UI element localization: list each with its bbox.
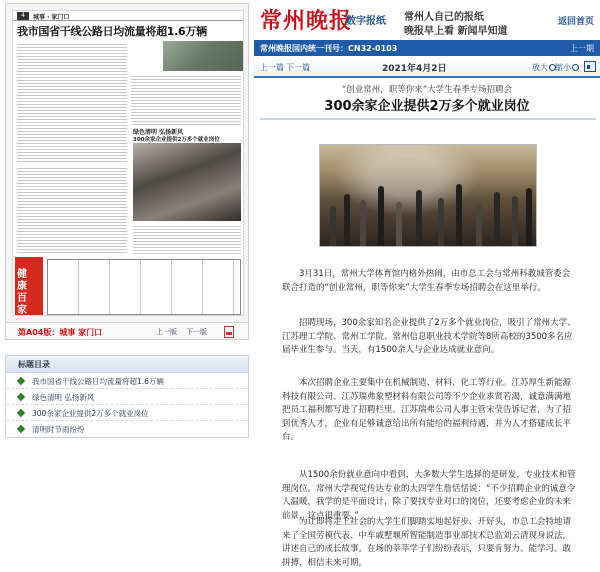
paper-subhead[interactable]: 绿色清明 弘扬新风 bbox=[133, 129, 184, 136]
bullet-icon bbox=[17, 409, 25, 417]
issue-bar bbox=[254, 40, 600, 56]
zoom-in-label[interactable]: 放大 bbox=[532, 63, 548, 72]
prev-article-link[interactable]: 上一篇 bbox=[260, 63, 284, 72]
paper-ad-text: 健康百家 bbox=[17, 269, 27, 316]
article-paragraph: 本次招聘企业主要集中在机械制造、材料、化工等行业。江苏厚生新能源科技有限公司、江苏瑞弗象塑材料有限公司等不少企业求贤若渴，诚意满满地把员工福利都写进了招聘栏里。江苏瑞弗公司人事主管宋莹告诉记者，为了招到优秀人才，企业有足够诚意给出所有能给的福利待遇，并为人才搭建成长平台。 bbox=[282, 378, 572, 442]
paper-text-block[interactable] bbox=[17, 167, 127, 253]
article-paragraph: 从1500余份就业意向中看到，大多数大学生选择的是研发、专业技术和管理岗位。常州大学视觉传达专业的大四学生詹恬恬说：“不少招聘企业的诚意令人温暖，我学的是平面设计，除了要找专业对口的岗位，还要考虑企业的未来前景，这点很重要。” bbox=[282, 470, 576, 521]
paper-lead-headline[interactable]: 我市国省干线公路日均流量将超1.6万辆 bbox=[17, 25, 207, 38]
article-headline: 300余家企业提供2万多个就业岗位 bbox=[324, 99, 530, 114]
directory-title: 标题目录 bbox=[6, 356, 248, 373]
article-nav-bar bbox=[254, 56, 600, 78]
toc-item-label[interactable]: 绿色清明 弘扬新风 bbox=[32, 393, 95, 402]
site-logo[interactable]: 常州晚报 bbox=[260, 8, 353, 34]
magnifier-minus-icon[interactable] bbox=[572, 64, 579, 71]
toc-item-label[interactable]: 300余家企业提供2万多个就业岗位 bbox=[32, 409, 149, 418]
issue-date: 2021年4月2日 bbox=[382, 64, 447, 74]
article-paragraph: 为让即将走上社会的大学生们脚踏实地起好步、开好头，市总工会特地请来了全国劳模代表、中车戚墅堰所智能制造事业部技术总监刘云清现身说法，讲述自己的成长故事。在场的莘莘学子们纷纷表示，只要肯努力、能学习、敢拼搏，相信未来可期。 bbox=[282, 517, 572, 568]
article-photo bbox=[319, 144, 537, 247]
paper-photo bbox=[133, 143, 241, 221]
toc-item-label[interactable]: 清明时节雨纷纷 bbox=[32, 425, 85, 434]
masthead bbox=[254, 0, 600, 40]
article-paragraph: 3月31日，常州大学体育馆内格外热闹，由市总工会与常州科教城管委会联合打造的“创业常州，职等你来”大学生春季专场招聘会在这里举行。 bbox=[282, 269, 571, 293]
slogan-line-1: 常州人自己的报纸 bbox=[404, 12, 484, 23]
article-paragraph: 招聘现场，300余家知名企业提供了2万多个就业岗位，吸引了常州大学、江苏理工学院、常州工学院、常州信息职业技术学院等8所高校的3500多名应届毕业生参与。当天，有1500余人与企业达成就业意向。 bbox=[282, 318, 576, 355]
toc-item[interactable] bbox=[6, 373, 248, 389]
page-label: 第A04版：城事 家门口 bbox=[18, 328, 103, 337]
digital-paper-label: 数字报纸 bbox=[346, 16, 386, 27]
newspaper-page-thumbnail[interactable] bbox=[5, 3, 249, 340]
pdf-icon[interactable] bbox=[224, 326, 234, 338]
article-body bbox=[260, 118, 596, 572]
paper-section-name: 城事 · 家门口 bbox=[33, 14, 70, 21]
paper-photo bbox=[163, 41, 243, 71]
bullet-icon bbox=[17, 393, 25, 401]
home-link[interactable]: 返回首页 bbox=[557, 17, 594, 27]
paper-top-bar bbox=[13, 11, 243, 21]
zoom-in-button[interactable] bbox=[532, 62, 556, 73]
next-page-link[interactable]: 下一版 bbox=[186, 328, 207, 336]
page-footer-bar bbox=[6, 322, 249, 340]
speaker-icon[interactable] bbox=[584, 61, 596, 72]
toc-item[interactable] bbox=[6, 389, 248, 405]
next-article-link[interactable]: 下一篇 bbox=[286, 63, 310, 72]
bullet-icon bbox=[17, 425, 25, 433]
article-kicker: “创业常州，职等你来”大学生春季专场招聘会 bbox=[341, 85, 513, 95]
title-directory bbox=[5, 355, 249, 438]
slogan-line-2: 晚报早上看 新闻早知道 bbox=[404, 26, 508, 37]
left-panel bbox=[0, 0, 254, 572]
prev-issue-link[interactable]: 上一期 bbox=[570, 44, 594, 53]
paper-notice-box bbox=[47, 259, 241, 315]
paper-text-block[interactable] bbox=[17, 43, 127, 163]
toc-item[interactable] bbox=[6, 405, 248, 421]
paper-page-number: 4 bbox=[17, 12, 29, 20]
right-panel bbox=[254, 0, 600, 572]
cn-code: 常州晚报国内统一刊号：CN32-0103 bbox=[260, 44, 398, 53]
paper-text-block[interactable] bbox=[133, 225, 241, 255]
paper-text-block[interactable] bbox=[131, 75, 241, 125]
zoom-out-button[interactable] bbox=[555, 62, 579, 73]
toc-item[interactable] bbox=[6, 421, 248, 437]
bullet-icon bbox=[17, 377, 25, 385]
newspaper-page-image[interactable] bbox=[12, 10, 244, 316]
toc-item-label[interactable]: 我市国省干线公路日均流量将超1.6万辆 bbox=[32, 377, 164, 386]
paper-subhead[interactable]: 300余家企业提供2万多个就业岗位 bbox=[133, 137, 220, 143]
prev-page-link[interactable]: 上一版 bbox=[156, 328, 177, 336]
zoom-out-label[interactable]: 缩小 bbox=[555, 63, 571, 72]
